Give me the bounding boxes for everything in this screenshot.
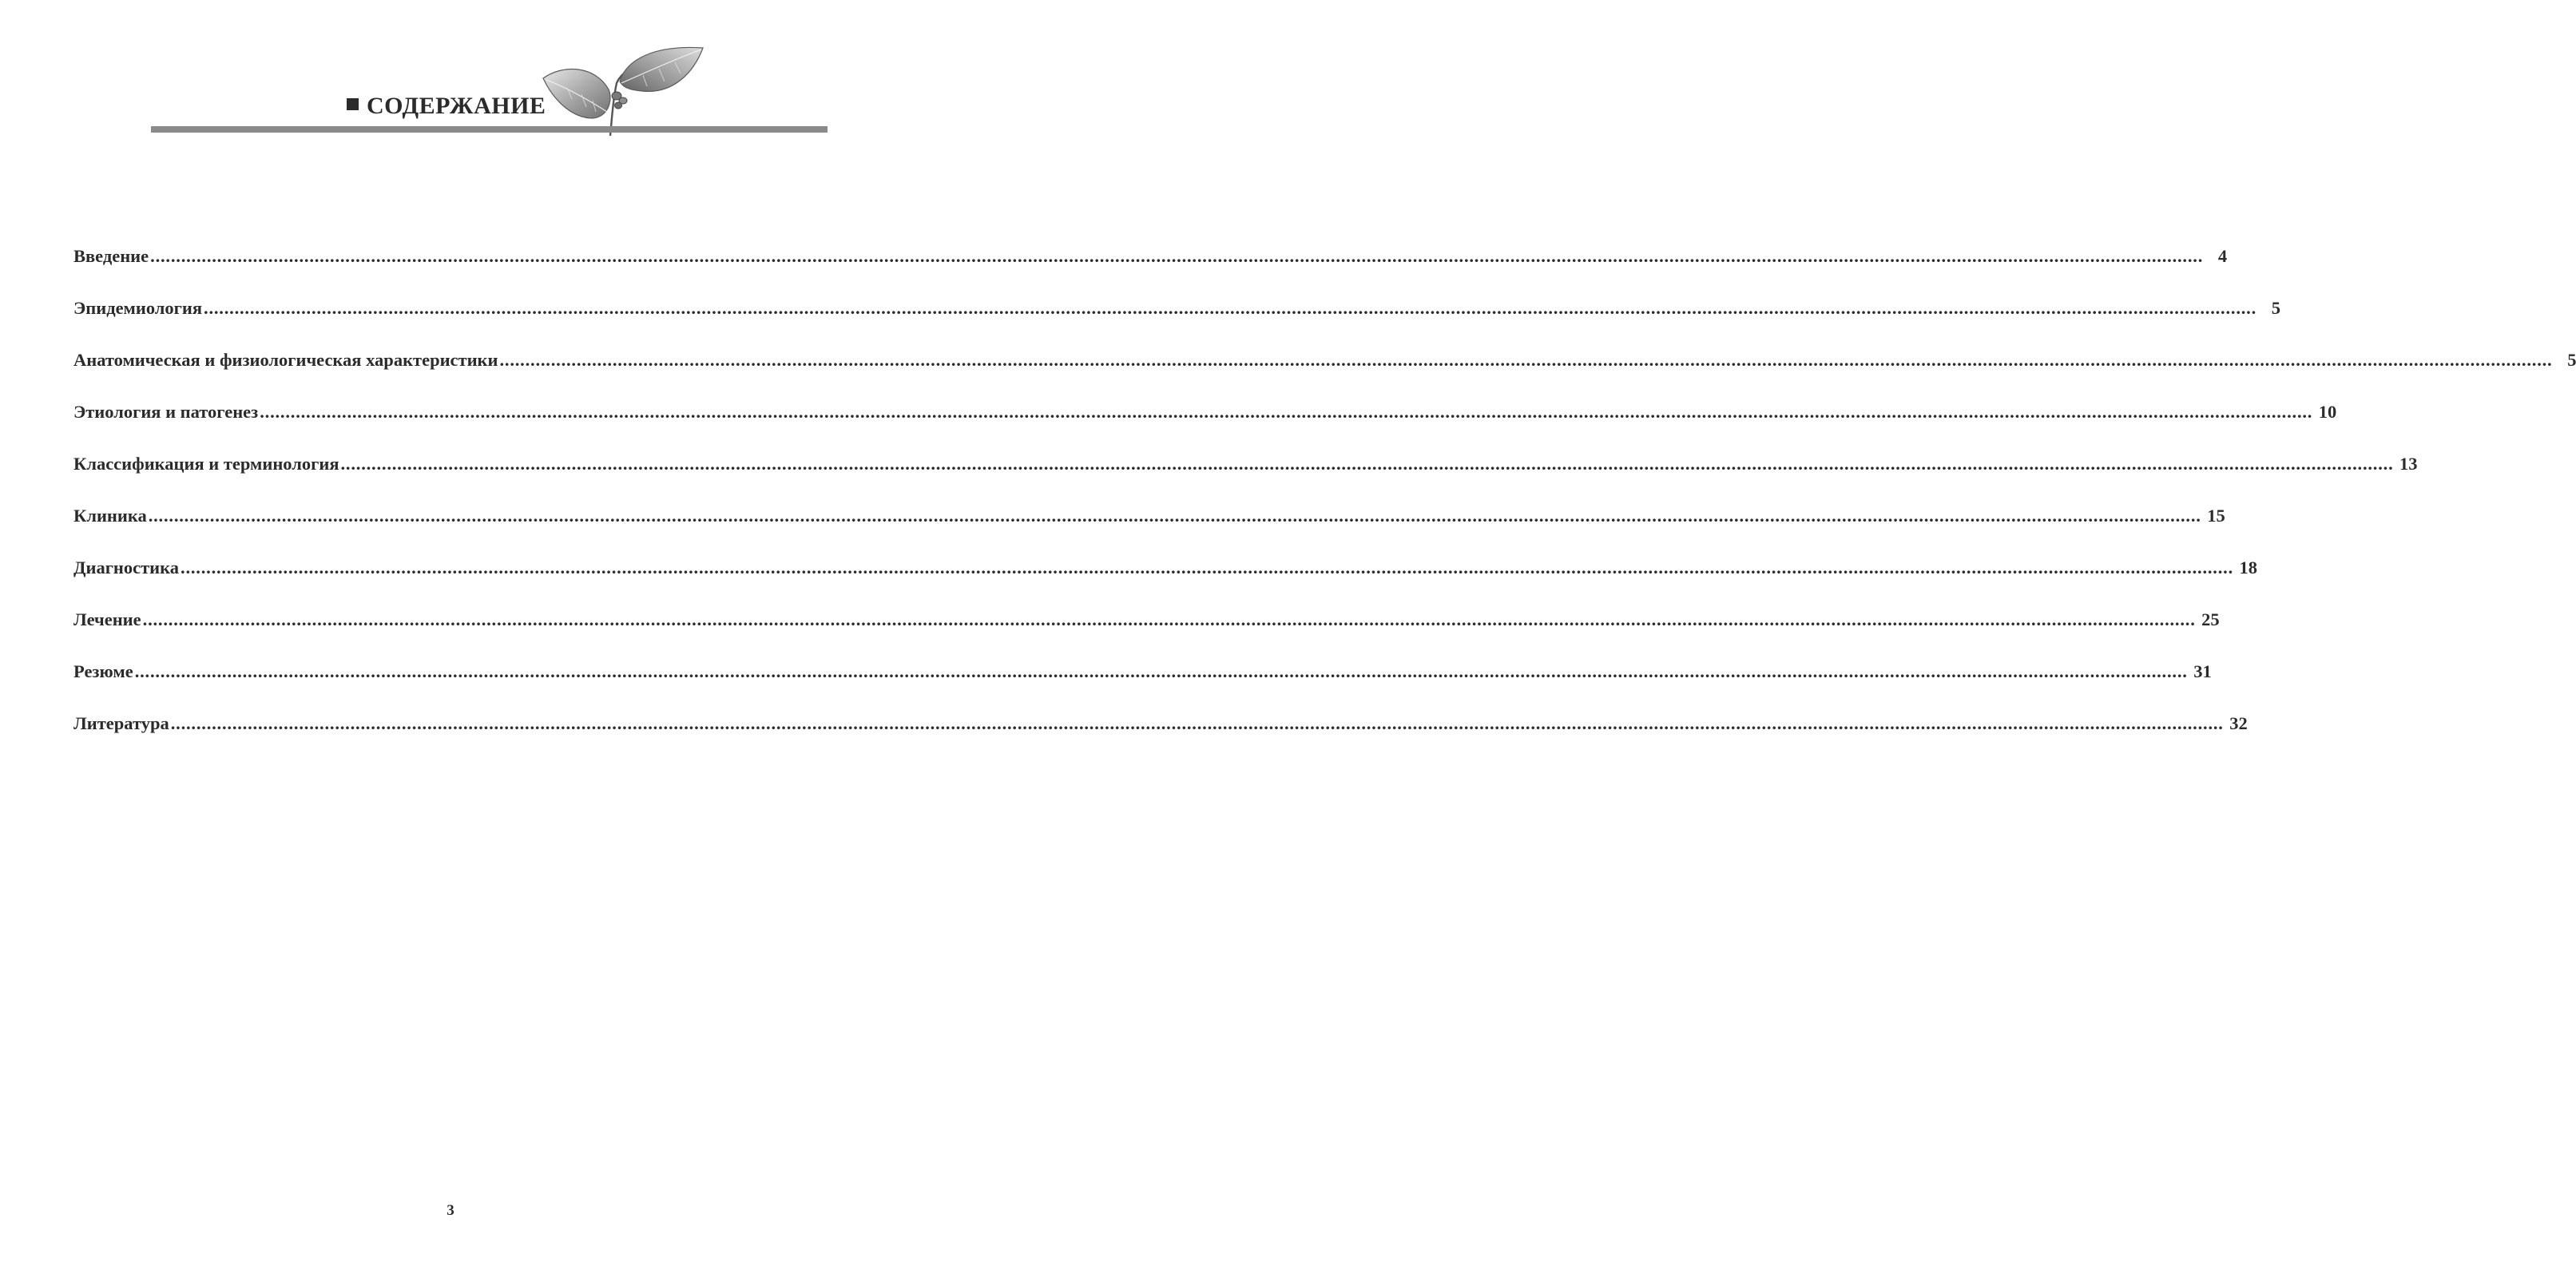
header-rule — [151, 126, 828, 133]
toc-entry-page: 32 — [2229, 713, 2248, 733]
toc-dot-leader: ................................................................................................................................................................................................................................................................................................................................................................................................................ — [170, 713, 2224, 733]
toc-entry-title: Диагностика — [73, 558, 180, 577]
toc-dot-leader: ................................................................................................................................................................................................................................................................................................................................................................................................................ — [499, 350, 2553, 370]
toc-entry-page: 25 — [2201, 609, 2220, 629]
toc-entry-title: Клиника — [73, 506, 147, 526]
toc-entry-title: Эпидемиология — [73, 298, 203, 318]
toc-entry-title: Классификация и терминология — [73, 454, 339, 474]
toc-entry[interactable] — [73, 246, 2228, 298]
page-title — [347, 93, 546, 120]
toc-entry-page: 5 — [2567, 350, 2576, 370]
toc-entry[interactable] — [73, 298, 2281, 350]
page-title-text: СОДЕРЖАНИЕ — [367, 93, 546, 119]
toc-dot-leader: ................................................................................................................................................................................................................................................................................................................................................................................................................ — [204, 298, 2257, 318]
toc-entry-title: Резюме — [73, 661, 133, 681]
toc-entry[interactable] — [73, 402, 2337, 454]
toc-entry[interactable] — [73, 558, 2258, 609]
toc-dot-leader: ................................................................................................................................................................................................................................................................................................................................................................................................................ — [142, 609, 2196, 629]
toc-entry-title: Литература — [73, 713, 169, 733]
toc-dot-leader: ................................................................................................................................................................................................................................................................................................................................................................................................................ — [148, 506, 2201, 526]
toc-entry[interactable] — [73, 350, 2576, 402]
table-of-contents — [73, 246, 2576, 765]
toc-entry-page: 18 — [2239, 558, 2258, 577]
toc-entry-page: 4 — [2217, 246, 2228, 266]
page-number: 3 — [447, 1202, 454, 1219]
toc-entry-title: Введение — [73, 246, 149, 266]
toc-entry-page: 5 — [2271, 298, 2281, 318]
toc-dot-leader: ................................................................................................................................................................................................................................................................................................................................................................................................................ — [340, 454, 2394, 474]
toc-entry-title: Анатомическая и физиологическая характеристики — [73, 350, 498, 370]
toc-entry[interactable] — [73, 454, 2418, 506]
toc-entry[interactable] — [73, 609, 2220, 661]
toc-dot-leader: ................................................................................................................................................................................................................................................................................................................................................................................................................ — [260, 402, 2313, 422]
toc-dot-leader: ................................................................................................................................................................................................................................................................................................................................................................................................................ — [181, 558, 2234, 577]
toc-dot-leader: ................................................................................................................................................................................................................................................................................................................................................................................................................ — [150, 246, 2204, 266]
page-header — [0, 0, 901, 144]
toc-entry-title: Этиология и патогенез — [73, 402, 259, 422]
toc-entry[interactable] — [73, 713, 2248, 765]
toc-entry-page: 10 — [2318, 402, 2337, 422]
toc-entry[interactable] — [73, 661, 2212, 713]
toc-entry-title: Лечение — [73, 609, 141, 629]
toc-entry-page: 15 — [2207, 506, 2225, 526]
toc-dot-leader: ................................................................................................................................................................................................................................................................................................................................................................................................................ — [134, 661, 2188, 681]
toc-entry[interactable] — [73, 506, 2225, 558]
black-square-icon — [347, 98, 359, 110]
toc-entry-page: 31 — [2193, 661, 2212, 681]
toc-entry-page: 13 — [2399, 454, 2418, 474]
